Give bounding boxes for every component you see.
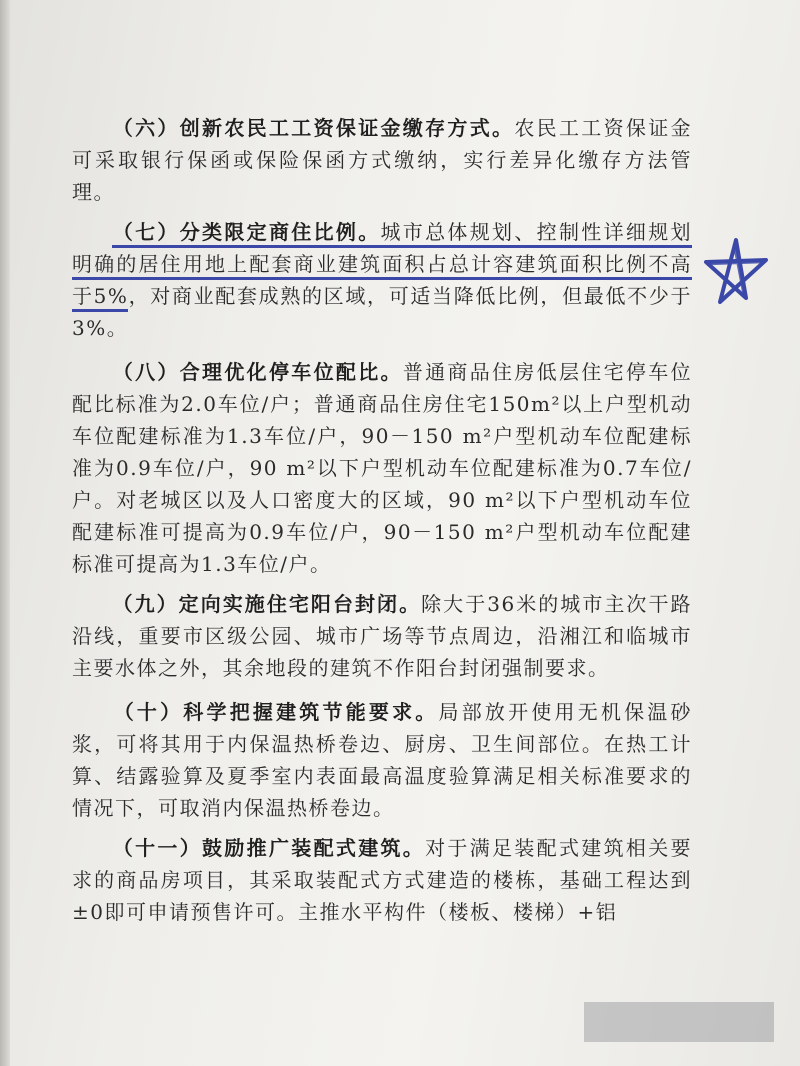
paper-edge — [0, 0, 10, 1066]
paragraph-11-body: 对于满足装配式建筑相关要求的商品房项目，其采取装配式方式建造的楼栋，基础工程达到±0即可申请预售许可。主推水平构件（楼板、楼梯）+铝 — [72, 836, 693, 924]
watermark — [588, 1004, 768, 1040]
paragraph-9 — [72, 588, 692, 684]
paragraph-6-lead: （六）创新农民工工资保证金缴存方式。 — [112, 116, 515, 140]
paragraph-7 — [72, 216, 692, 344]
paragraph-8 — [72, 356, 692, 580]
paragraph-8-body: 普通商品住房低层住宅停车位配比标准为2.0车位/户；普通商品住房住宅150m²以上户型机动车位配建标准为1.3车位/户，90－150 m²户型机动车位配建标准为0.9车位/户，90 m²以下户型机动车位配建标准为0.7车位/户。对老城区以及人口密度大的区域，90 m²以下户型机动车位配建标准可提高为0.9车位/户，90－150 m²户型机动车位配建标准可提高为1.3车位/户。 — [72, 360, 693, 576]
paragraph-8-lead: （八）合理优化停车位配比。 — [112, 360, 403, 384]
paragraph-9-body: 除大于36米的城市主次干路沿线，重要市区级公园、城市广场等节点周边，沿湘江和临城市主要水体之外，其余地段的建筑不作阳台封闭强制要求。 — [72, 592, 693, 680]
paragraph-7-underlined: 城市总体规划、控制性详细规划明确的居住用地上配套商业建筑面积占总计容建筑面积比例不高于5% — [72, 220, 692, 312]
paragraph-6-body: 农民工工资保证金可采取银行保函或保险保函方式缴纳，实行差异化缴存方法管理。 — [72, 116, 693, 204]
paragraph-7-body: ，对商业配套成熟的区域，可适当降低比例，但最低不少于3%。 — [72, 284, 692, 340]
paragraph-11 — [72, 832, 692, 928]
paragraph-10-body: 局部放开使用无机保温砂浆，可将其用于内保温热桥卷边、厨房、卫生间部位。在热工计算、结露验算及夏季室内表面最高温度验算满足相关标准要求的情况下，可取消内保温热桥卷边。 — [72, 700, 692, 820]
paragraph-6 — [72, 112, 692, 208]
paragraph-10-lead: （十）科学把握建筑节能要求。 — [112, 700, 439, 724]
document-body — [72, 112, 692, 940]
paragraph-10 — [72, 696, 692, 824]
paragraph-7-lead: （七）分类限定商住比例。 — [112, 220, 381, 248]
paragraph-9-lead: （九）定向实施住宅阳台封闭。 — [112, 592, 422, 616]
paragraph-11-lead: （十一）鼓励推广装配式建筑。 — [112, 836, 426, 860]
hand-drawn-star-icon — [700, 236, 772, 308]
